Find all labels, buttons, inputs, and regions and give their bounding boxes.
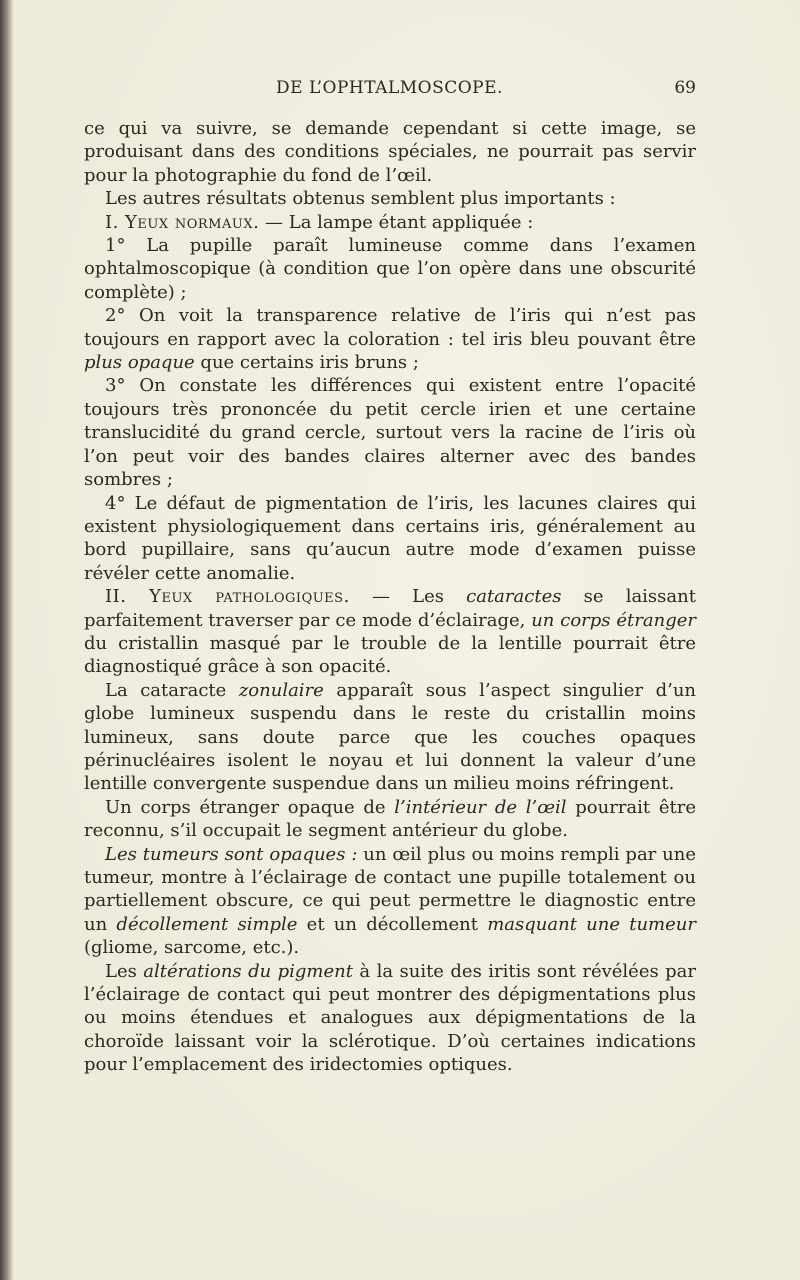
page-header	[84, 78, 696, 102]
tumors-text-a: un œil plus ou moins rempli par une tumeur, montre à l’éclairage de contact une pupille totalement ou partiellement obscure, ce qui peut permettre le diagnostic entre un	[84, 843, 697, 935]
item-2-text-a: 2° On voit la transparence relative de l’iris qui n’est pas toujours en rapport avec la coloration : tel iris bleu pouvant être	[84, 305, 696, 350]
running-title: DE L’OPHTALMOSCOPE.	[276, 78, 503, 98]
item-2-text-b: que certains iris bruns ;	[194, 352, 419, 374]
tumors-emphasis-2: décollement simple	[116, 913, 298, 935]
paragraph-tumors	[84, 843, 696, 960]
foreign-body-text-a: Un corps étranger opaque de	[105, 796, 395, 818]
pigment-text-a: Les	[105, 960, 144, 982]
section-heading-pathological-eyes: II. Yeux pathologiques.	[105, 586, 350, 608]
zonular-emphasis: zonulaire	[238, 679, 324, 701]
foreign-body-text-b: pourrait être reconnu, s’il occupait le segment antérieur du globe.	[84, 796, 696, 842]
section-pathological-eyes	[84, 585, 696, 679]
paragraph-intro-results: Les autres résultats obtenus semblent plus importants :	[105, 188, 616, 210]
pathological-text-b: se laissant parfaitement traverser par ce mode d’éclairage,	[84, 586, 696, 631]
foreign-body-emphasis: l’intérieur de l’œil	[394, 796, 567, 818]
section-normal-eyes-text: — La lampe étant appliquée :	[259, 211, 534, 233]
body-text	[84, 117, 696, 1077]
paragraph-item-4: 4° Le défaut de pigmentation de l’iris, les lacunes claires qui existent physiologiquement dans certains iris, généralement au bord pupillaire, sans qu’aucun autre mode d’examen puisse révéler cette anomalie.	[84, 492, 696, 584]
paragraph-item-1: 1° La pupille paraît lumineuse comme dans l’examen ophtalmoscopique (à condition que l’on opère dans une obscurité complète) ;	[84, 235, 696, 303]
paragraph-continuation: ce qui va suivre, se demande cependant si cette image, se produisant dans des conditions spéciales, ne pourrait pas servir pour la photographie du fond de l’œil.	[84, 118, 696, 186]
paragraph-item-2	[84, 304, 696, 374]
item-2-emphasis: plus opaque	[84, 352, 195, 374]
paragraph-item-3: 3° On constate les différences qui existent entre l’opacité toujours très prononcée du petit cercle irien et une certaine translucidité du grand cercle, surtout vers la racine de l’iris où l’on peut voir des bandes claires alterner avec des bandes sombres ;	[84, 375, 696, 491]
page-binding-edge	[0, 0, 14, 1280]
pigment-emphasis: altérations du pigment	[143, 960, 353, 982]
tumors-emphasis-1: Les tumeurs sont opaques :	[105, 843, 358, 865]
pigment-text-b: à la suite des iritis sont révélées par l’éclairage de contact qui peut montrer des dépigmentations plus ou moins étendues et analogues aux dépigmentations de la choroïde laissant voir la sclérotique. D’où certaines indications pour l’emplacement des iridectomies optiques.	[84, 960, 697, 1076]
pathological-emphasis-2: un corps étranger	[531, 609, 696, 631]
zonular-text-b: apparaît sous l’aspect singulier d’un globe lumineux suspendu dans le reste du cristallin moins lumineux, sans doute parce que les couches opaques périnucléaires isolent le noyau et lui donnent la valeur d’une lentille convergente suspendue dans un milieu moins réfringent.	[84, 679, 696, 795]
page-number: 69	[674, 78, 696, 98]
zonular-text-a: La cataracte	[105, 679, 239, 701]
section-normal-eyes	[84, 211, 696, 234]
paragraph-zonular-cataract	[84, 679, 696, 796]
pathological-text-a: — Les	[349, 586, 467, 608]
section-heading-normal-eyes: I. Yeux normaux.	[105, 211, 260, 233]
paragraph-foreign-body	[84, 796, 696, 843]
tumors-emphasis-3: masquant une tumeur	[487, 913, 696, 935]
pathological-text-c: du cristallin masqué par le trouble de la lentille pourrait être diagnostiqué grâce à son opacité.	[84, 632, 696, 678]
tumors-text-c: (gliome, sarcome, etc.).	[84, 937, 300, 959]
paragraph-pigment	[84, 960, 696, 1077]
tumors-text-b: et un décollement	[297, 913, 488, 935]
pathological-emphasis-1: cataractes	[466, 586, 562, 608]
